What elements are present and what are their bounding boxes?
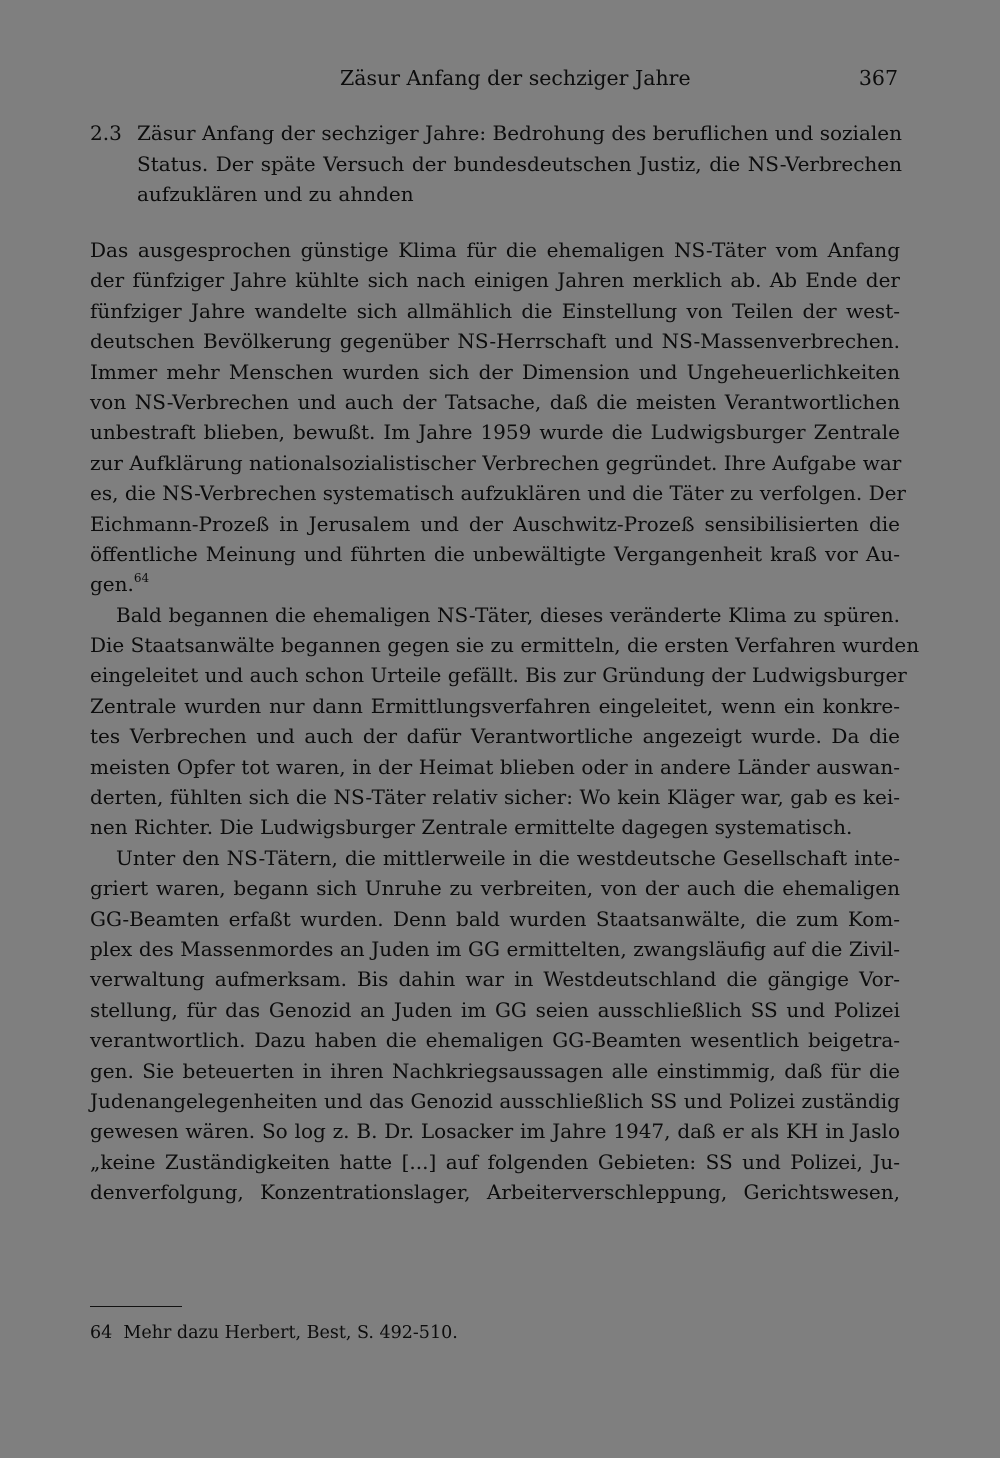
text-line: Die Staatsanwälte begannen gegen sie zu ermitteln, die ersten Verfahren wurden: [90, 633, 920, 658]
text-line: zur Aufklärung nationalsozialistischer Verbrechen gegründet. Ihre Aufgabe war: [90, 450, 902, 475]
text-line: von NS-Verbrechen und auch der Tatsache, daß die meisten Verantwortlichen: [90, 389, 900, 414]
text-line: Zentrale wurden nur dann Ermittlungsverfahren eingeleitet, wenn ein konkre-: [90, 693, 900, 718]
text-line: gen. Sie beteuerten in ihren Nachkriegsaussagen alle einstimmig, daß für die: [90, 1058, 900, 1083]
text-line: verwaltung aufmerksam. Bis dahin war in Westdeutschland die gängige Vor-: [90, 967, 900, 992]
page-number: 367: [858, 66, 898, 90]
text-line: „keine Zuständigkeiten hatte [...] auf folgenden Gebieten: SS und Polizei, Ju-: [90, 1149, 900, 1174]
footnote-number: 64: [90, 1323, 113, 1343]
text-line: [90, 569, 900, 599]
text-line: Das ausgesprochen günstige Klima für die ehemaligen NS-Täter vom Anfang: [90, 238, 900, 262]
text-line: Eichmann-Prozeß in Jerusalem und der Auschwitz-Prozeß sensibilisierten die: [90, 511, 900, 536]
text-line: Bald begannen die ehemaligen NS-Täter, dieses veränderte Klima zu spüren.: [116, 602, 900, 627]
text-line: deutschen Bevölkerung gegenüber NS-Herrschaft und NS-Massenverbrechen.: [90, 329, 900, 354]
body-text: [90, 235, 920, 1208]
section-title-line: aufzuklären und zu ahnden: [137, 182, 414, 206]
text-line-fragment: gen.: [90, 572, 134, 597]
footnote-divider: [90, 1306, 182, 1307]
footnote-text: Mehr dazu Herbert, Best, S. 492-510.: [123, 1323, 458, 1343]
section-title-line: Zäsur Anfang der sechziger Jahre: Bedrohung des beruflichen und sozialen: [137, 121, 902, 145]
text-line: Judenangelegenheiten und das Genozid ausschließlich SS und Polizei zuständig: [90, 1088, 900, 1113]
text-line: plex des Massenmordes an Juden im GG ermittelten, zwangsläufig auf die Zivil-: [90, 936, 900, 961]
running-head-title: Zäsur Anfang der sechziger Jahre: [340, 66, 691, 90]
text-line: Immer mehr Menschen wurden sich der Dimension und Ungeheuerlichkeiten: [90, 359, 900, 384]
text-line: öffentliche Meinung und führten die unbewältigte Vergangenheit kraß vor Au-: [90, 541, 900, 566]
text-line: es, die NS-Verbrechen systematisch aufzuklären und die Täter zu verfolgen. Der: [90, 481, 906, 506]
text-line: stellung, für das Genozid an Juden im GG seien ausschließlich SS und Polizei: [90, 997, 900, 1022]
text-line: unbestraft blieben, bewußt. Im Jahre 1959 wurde die Ludwigsburger Zentrale: [90, 420, 900, 445]
footnote-reference[interactable]: 64: [133, 571, 150, 586]
text-line: eingeleitet und auch schon Urteile gefällt. Bis zur Gründung der Ludwigsburger: [90, 663, 907, 688]
text-line: der fünfziger Jahre kühlte sich nach einigen Jahren merklich ab. Ab Ende der: [90, 268, 900, 293]
text-line: tes Verbrechen und auch der dafür Verantwortliche angezeigt wurde. Da die: [90, 724, 900, 749]
text-line: griert waren, begann sich Unruhe zu verbreiten, von der auch die ehemaligen: [90, 876, 900, 901]
text-line: Unter den NS-Tätern, die mittlerweile in die westdeutsche Gesellschaft inte-: [116, 845, 900, 870]
text-line: GG-Beamten erfaßt wurden. Denn bald wurden Staatsanwälte, die zum Kom-: [90, 906, 900, 931]
running-head: [340, 64, 900, 92]
text-line: denverfolgung, Konzentrationslager, Arbeiterverschleppung, Gerichtswesen,: [90, 1180, 900, 1205]
text-line: fünfziger Jahre wandelte sich allmählich die Einstellung von Teilen der west-: [90, 298, 900, 323]
text-line: nen Richter. Die Ludwigsburger Zentrale ermittelte dagegen systematisch.: [90, 815, 853, 840]
section-heading: [90, 118, 902, 210]
footnote: [90, 1320, 790, 1346]
text-line: gewesen wären. So log z. B. Dr. Losacker im Jahre 1947, daß er als KH in Jaslo: [90, 1119, 900, 1144]
text-line: verantwortlich. Dazu haben die ehemaligen GG-Beamten wesentlich beigetra-: [90, 1028, 900, 1053]
section-title-line: Status. Der späte Versuch der bundesdeutschen Justiz, die NS-Verbrechen: [137, 151, 902, 176]
text-line: meisten Opfer tot waren, in der Heimat blieben oder in andere Länder auswan-: [90, 754, 900, 779]
section-number: 2.3: [90, 121, 122, 145]
text-line: derten, fühlten sich die NS-Täter relativ sicher: Wo kein Kläger war, gab es kei-: [90, 785, 900, 810]
